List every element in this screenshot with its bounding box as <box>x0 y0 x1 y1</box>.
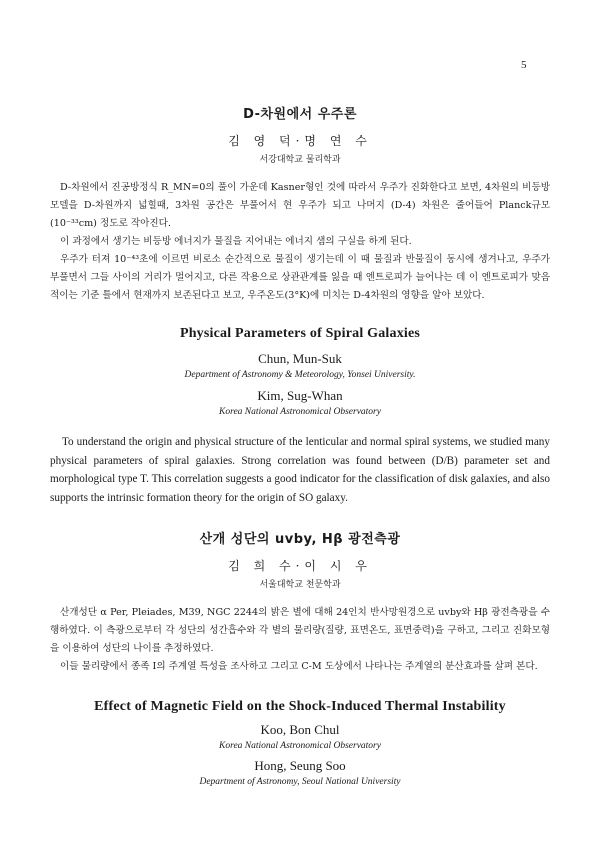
abstract-paragraph: 산개성단 α Per, Pleiades, M39, NGC 2244의 밝은 별에 대해 24인치 반사망원경으로 uvby와 Hβ 광전측광을 수행하였다. 이 측광으로부터 각 성단의 성간흡수와 각 별의 물리량(질량, 표면온도, 표면중력)을 구하고, 그리고 진화모형을 이용하여 성단의 나이를 추정하였다. <box>50 607 550 654</box>
abstract-title: D-차원에서 우주론 <box>243 107 357 122</box>
author-affiliation: Department of Astronomy, Seoul National University <box>199 777 401 787</box>
abstract-title: 산개 성단의 uvby, Hβ 광전측광 <box>199 532 401 547</box>
author-affiliation: 서강대학교 물리학과 <box>259 155 341 165</box>
abstract-title: Effect of Magnetic Field on the Shock-Induced Thermal Instability <box>94 699 506 714</box>
author-names: 김 영 덕·명 연 수 <box>228 134 372 148</box>
abstract-spiral-galaxies <box>50 326 550 507</box>
author-name: Hong, Seung Soo <box>254 758 346 773</box>
abstract-magnetic-field-shock <box>50 699 550 787</box>
author-name: Kim, Sug-Whan <box>257 388 343 403</box>
abstract-paragraph: D-차원에서 진공방정식 R_MN=0의 풀이 가운데 Kasner형인 것에 따라서 우주가 진화한다고 보면, 4차원의 비등방 모델을 D-차원까지 넓힐때, 3차원 공간은 부풀어서 현 우주가 되고 나머지 (D-4) 차원은 줄어들어 Planck규모(10⁻³³cm) 정도로 작아진다. <box>50 182 550 229</box>
abstract-open-cluster-photometry <box>50 528 550 676</box>
abstract-title: Physical Parameters of Spiral Galaxies <box>179 326 421 341</box>
abstract-paragraph: To understand the origin and physical structure of the lenticular and normal spiral systems, we studied many physical parameters of spiral galaxies. Strong correlation was found between (D/B) parameter set and morphological type T. This correlation suggests a good indicator for the classification of disk galaxies, and also supports the intrinsic formation theory for the origin of SO galaxy. <box>50 436 550 504</box>
abstract-paragraph: 우주가 터져 10⁻⁴³초에 이르면 비로소 순간적으로 물질이 생기는데 이 때 물질과 반물질이 동시에 생겨나고, 우주가 부풀면서 그들 사이의 거리가 멀어지고, 다른 작용으로 상관관계를 잃을 때 엔트로피가 늘어나는 데 이 엔트로피가 맞음적이는 기준 틀에서 현재까지 보존된다고 보고, 우주온도(3°K)에 미치는 D-4차원의 영향을 알아 보았다. <box>50 254 550 301</box>
page-number: 5 <box>521 59 527 71</box>
abstract-paragraph: 이 과정에서 생기는 비등방 에너지가 물질을 지어내는 에너지 샘의 구실을 하게 된다. <box>60 236 412 247</box>
abstract-d-dimension-cosmology <box>50 103 550 305</box>
author-affiliation: Korea National Astronomical Observatory <box>219 741 381 751</box>
author-affiliation: 서울대학교 천문학과 <box>259 580 341 590</box>
author-names: 김 희 수·이 시 우 <box>228 559 372 573</box>
author-name: Koo, Bon Chul <box>260 722 340 737</box>
abstract-paragraph: 이들 물리량에서 종족 I의 주계열 특성을 조사하고 그리고 C-M 도상에서 나타나는 주계열의 분산효과를 살펴 본다. <box>60 661 538 672</box>
author-affiliation: Department of Astronomy & Meteorology, Yonsei University. <box>184 370 416 380</box>
author-affiliation: Korea National Astronomical Observatory <box>219 407 381 417</box>
author-name: Chun, Mun-Suk <box>258 351 342 366</box>
